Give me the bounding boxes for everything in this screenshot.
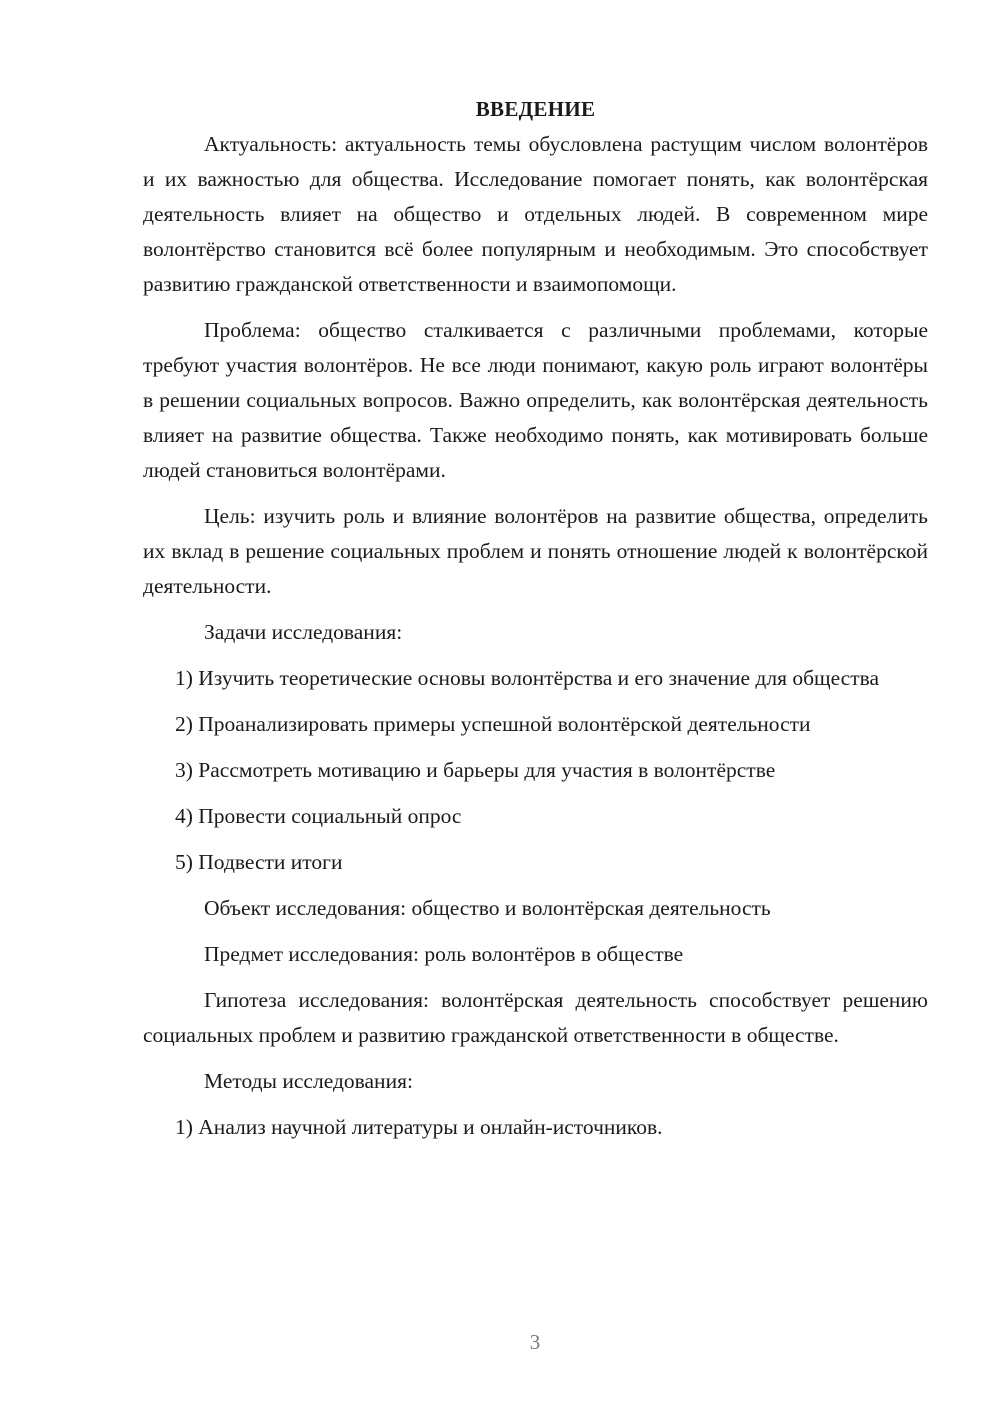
list-item: 1) Изучить теоретические основы волонтёрства и его значение для общества (175, 666, 880, 690)
page-title: ВВЕДЕНИЕ (475, 97, 596, 121)
document-page (143, 92, 928, 1145)
relevance-paragraph: Актуальность: актуальность темы обусловлена растущим числом волонтёров и их важностью для общества. Исследование помогает понять, как волонтёрская деятельность влияет на общество и отдельных людей. В современном мире волонтёрство становится всё более популярным и необходимым. Это способствует развитию гражданской ответственности и взаимопомощи. (143, 132, 928, 296)
page-number: 3 (529, 1330, 541, 1354)
list-item: 3) Рассмотреть мотивацию и барьеры для участия в волонтёрстве (175, 758, 776, 782)
object-paragraph: Объект исследования: общество и волонтёрская деятельность (204, 896, 771, 920)
problem-paragraph: Проблема: общество сталкивается с различными проблемами, которые требуют участия волонтёров. Не все люди понимают, какую роль играют волонтёры в решении социальных вопросов. Важно определить, как волонтёрская деятельность влияет на развитие общества. Также необходимо понять, как мотивировать больше людей становиться волонтёрами. (143, 318, 928, 482)
goal-paragraph: Цель: изучить роль и влияние волонтёров на развитие общества, определить их вклад в решение социальных проблем и понять отношение людей к волонтёрской деятельности. (143, 504, 928, 598)
list-item: 2) Проанализировать примеры успешной волонтёрской деятельности (175, 712, 811, 736)
tasks-title: Задачи исследования: (204, 620, 403, 644)
methods-title: Методы исследования: (204, 1069, 413, 1093)
list-item: 5) Подвести итоги (175, 850, 343, 874)
list-item: 4) Провести социальный опрос (175, 804, 462, 828)
list-item: 1) Анализ научной литературы и онлайн-источников. (175, 1115, 663, 1139)
hypothesis-paragraph: Гипотеза исследования: волонтёрская деятельность способствует решению социальных проблем и развитию гражданской ответственности в обществе. (143, 988, 928, 1047)
subject-paragraph: Предмет исследования: роль волонтёров в обществе (204, 942, 684, 966)
